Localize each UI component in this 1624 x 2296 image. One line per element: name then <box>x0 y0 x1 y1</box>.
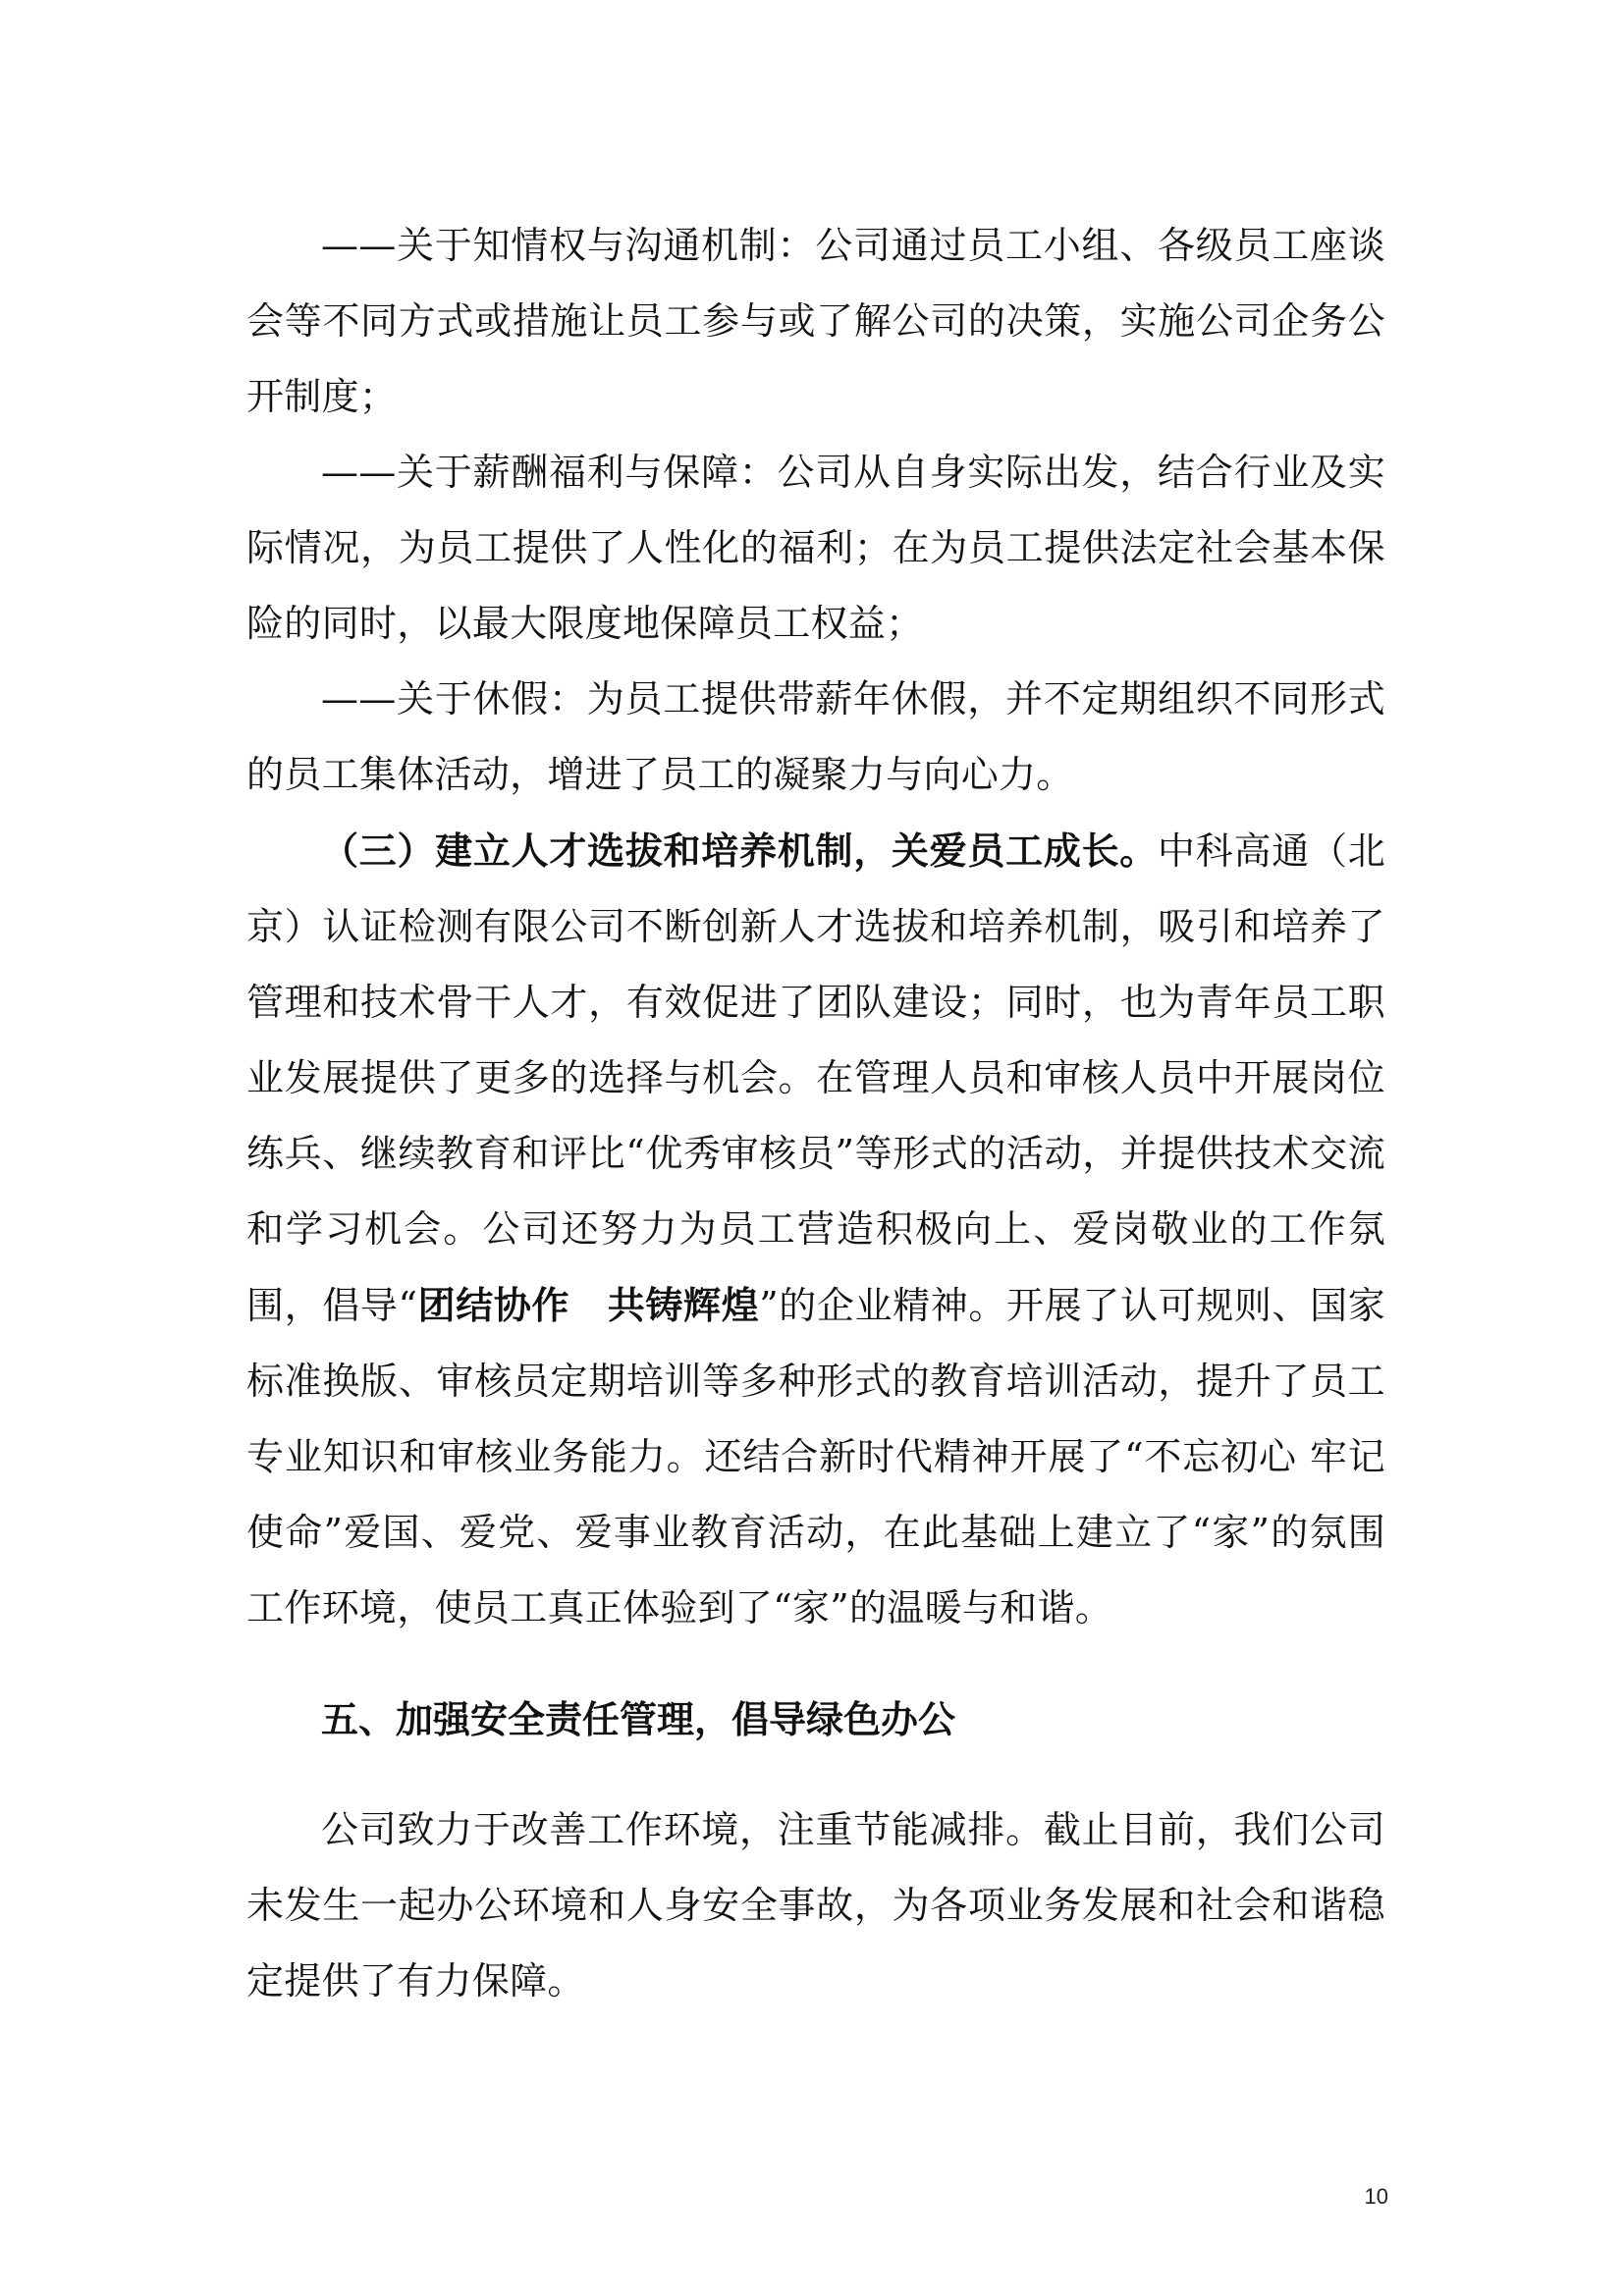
talent-body-part-b: ”的企业精神。开展了认可规则、国家标准换版、审核员定期培训等多种形式的教育培训活动，提升了员工专业知识和审核业务能力。还结合新时代精神开展了“不忘初心 牢记使命”爱国、爱党、爱事业教育活动，在此基础上建立了“家”的氛围工作环境，使员工真正体验到了“家”的温暖与和谐。 <box>246 1284 1386 1629</box>
page-body <box>246 208 1385 2019</box>
section-heading-safety: 五、加强安全责任管理，倡导绿色办公 <box>321 1697 956 1741</box>
paragraph-talent-selection <box>246 813 1385 1646</box>
paragraph-compensation-benefits: ——关于薪酬福利与保障：公司从自身实际出发，结合行业及实际情况，为员工提供了人性化的福利；在为员工提供法定社会基本保险的同时，以最大限度地保障员工权益； <box>246 451 1385 645</box>
paragraph-right-to-know: ——关于知情权与沟通机制：公司通过员工小组、各级员工座谈会等不同方式或措施让员工参与或了解公司的决策，实施公司企务公开制度； <box>246 224 1385 418</box>
talent-body-part-a: 中科高通（北京）认证检测有限公司不断创新人才选拔和培养机制，吸引和培养了管理和技术骨干人才，有效促进了团队建设；同时，也为青年员工职业发展提供了更多的选择与机会。在管理人员和审核人员中开展岗位练兵、继续教育和评比“优秀审核员”等形式的活动，并提供技术交流和学习机会。公司还努力为员工营造积极向上、爱岗敬业的工作氛围，倡导“ <box>246 829 1385 1327</box>
paragraph-vacation: ——关于休假：为员工提供带薪年休假，并不定期组织不同形式的员工集体活动，增进了员工的凝聚力与向心力。 <box>246 677 1385 796</box>
slogan-text: 团结协作 共铸辉煌 <box>417 1283 760 1327</box>
page-number: 10 <box>1364 2184 1388 2209</box>
paragraph-safety: 公司致力于改善工作环境，注重节能减排。截止目前，我们公司未发生一起办公环境和人身安全事故，为各项业务发展和社会和谐稳定提供了有力保障。 <box>246 1808 1385 2002</box>
section-lead-talent: （三）建立人才选拔和培养机制，关爱员工成长。 <box>321 828 1159 873</box>
